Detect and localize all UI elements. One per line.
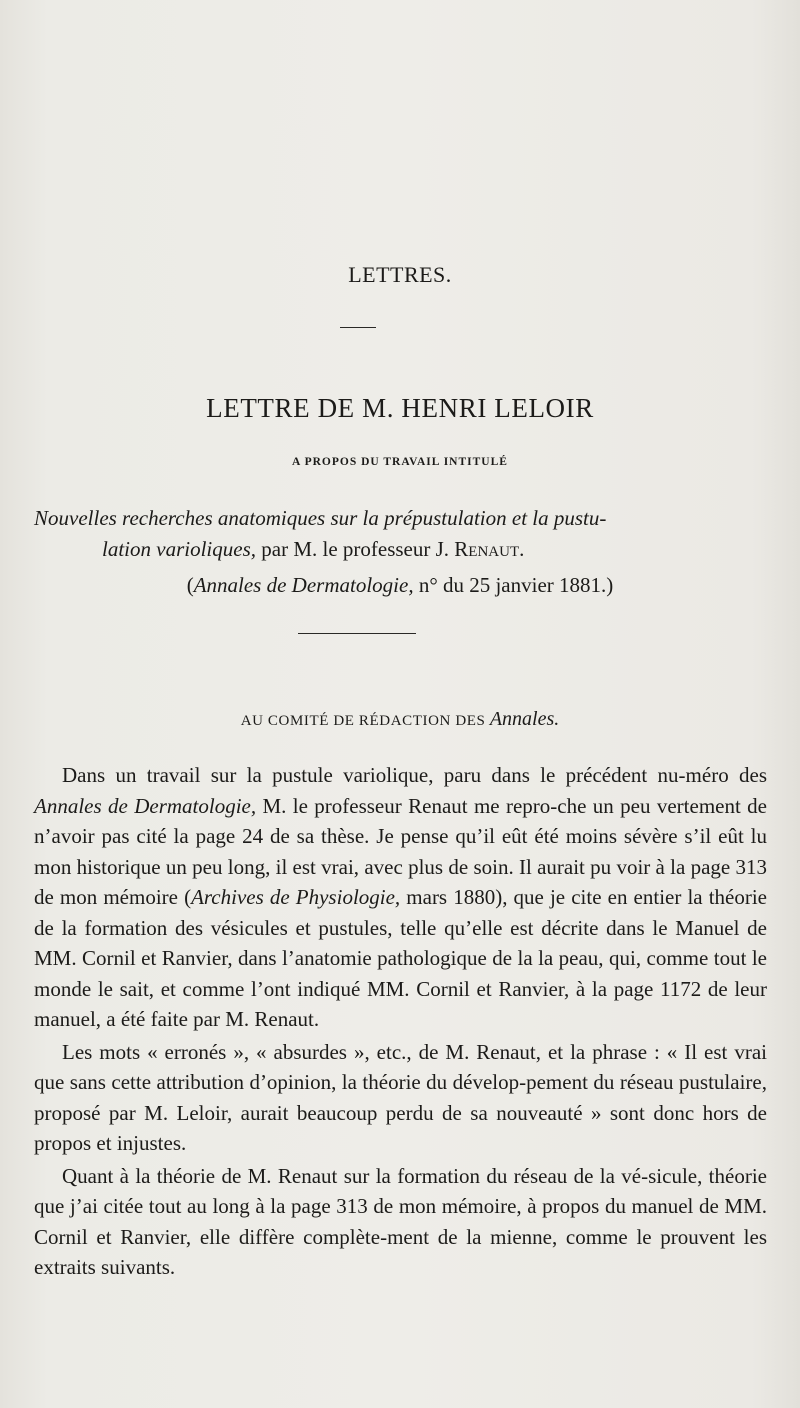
journal-issue: n° du 25 janvier 1881.) (413, 573, 614, 597)
work-title-line-2 (34, 537, 524, 561)
work-title-line-1: Nouvelles recherches anatomiques sur la prépustulation et la pustu- (34, 506, 607, 530)
paragraph-text: Quant à la théorie de M. Renaut sur la formation du réseau de la vé-sicule, théorie que j’ai citée tout au long à la page 313 de mon mémoire, à propos du manuel de MM. Cornil et Ranvier, elle diffère complète-ment de la mienne, comme le prouvent les extraits suivants. (34, 1163, 767, 1279)
work-title-reference (34, 503, 762, 565)
journal-open-paren: ( (186, 573, 194, 597)
addressee-journal: Annales. (489, 708, 560, 730)
divider-rule (340, 327, 376, 328)
section-title: LETTRES. (348, 262, 452, 287)
letter-body (34, 760, 767, 1283)
paragraph-2 (34, 1037, 767, 1159)
divider-rule-2 (298, 633, 416, 634)
paragraph-text: Les mots « erronés », « absurdes », etc., de M. Renaut, et la phrase : « Il est vrai que sans cette attribution d’opinion, la théorie du dévelop-pement du réseau pustulaire, proposé par M. Leloir, aurait beaucoup perdu de sa nouveauté » sont donc hors de propos et injustes. (34, 1039, 767, 1155)
apropos-subtitle: A PROPOS DU TRAVAIL INTITULÉ (292, 456, 508, 468)
work-title-by: par M. le professeur J. (256, 537, 455, 561)
paragraph-text: Dans un travail sur la pustule variolique, paru dans le précédent nu-méro des (62, 763, 767, 787)
paragraph-3 (34, 1161, 767, 1283)
paragraph-italic: Annales de Dermatologie, (34, 793, 257, 818)
paragraph-text: mars 1880), que je cite en entier la théorie de la formation des vésicules et pustules, telle qu’elle est décrite dans le Manuel de MM. Cornil et Ranvier, dans l’anatomie pathologique de la la peau, qui, comme tout le monde le sait, et comme l’ont indiqué MM. Cornil et Ranvier, à la page 1172 de leur manuel, a été faite par M. Renaut. (34, 885, 767, 1031)
paragraph-text: M. le professeur Renaut me repro-che un peu vertement de n’avoir pas cité la page 24 de sa thèse. Je pense qu’il eût été moins sévère s’il eût lu mon historique un peu long, il est vrai, avec plus de soin. Il aurait pu voir à la page 313 de mon mémoire ( (34, 793, 767, 909)
addressee-line (0, 708, 800, 731)
letter-title: LETTRE DE M. HENRI LELOIR (206, 393, 594, 423)
work-title-italic: lation varioliques, (102, 537, 256, 561)
work-author: Renaut. (454, 537, 525, 561)
paragraph-1 (34, 760, 767, 1035)
journal-reference (0, 570, 800, 601)
addressee-prefix: AU COMITÉ DE RÉDACTION DES (240, 713, 490, 729)
paragraph-italic: Archives de Physiologie, (191, 885, 401, 909)
journal-name: Annales de Dermatologie, (193, 573, 414, 597)
